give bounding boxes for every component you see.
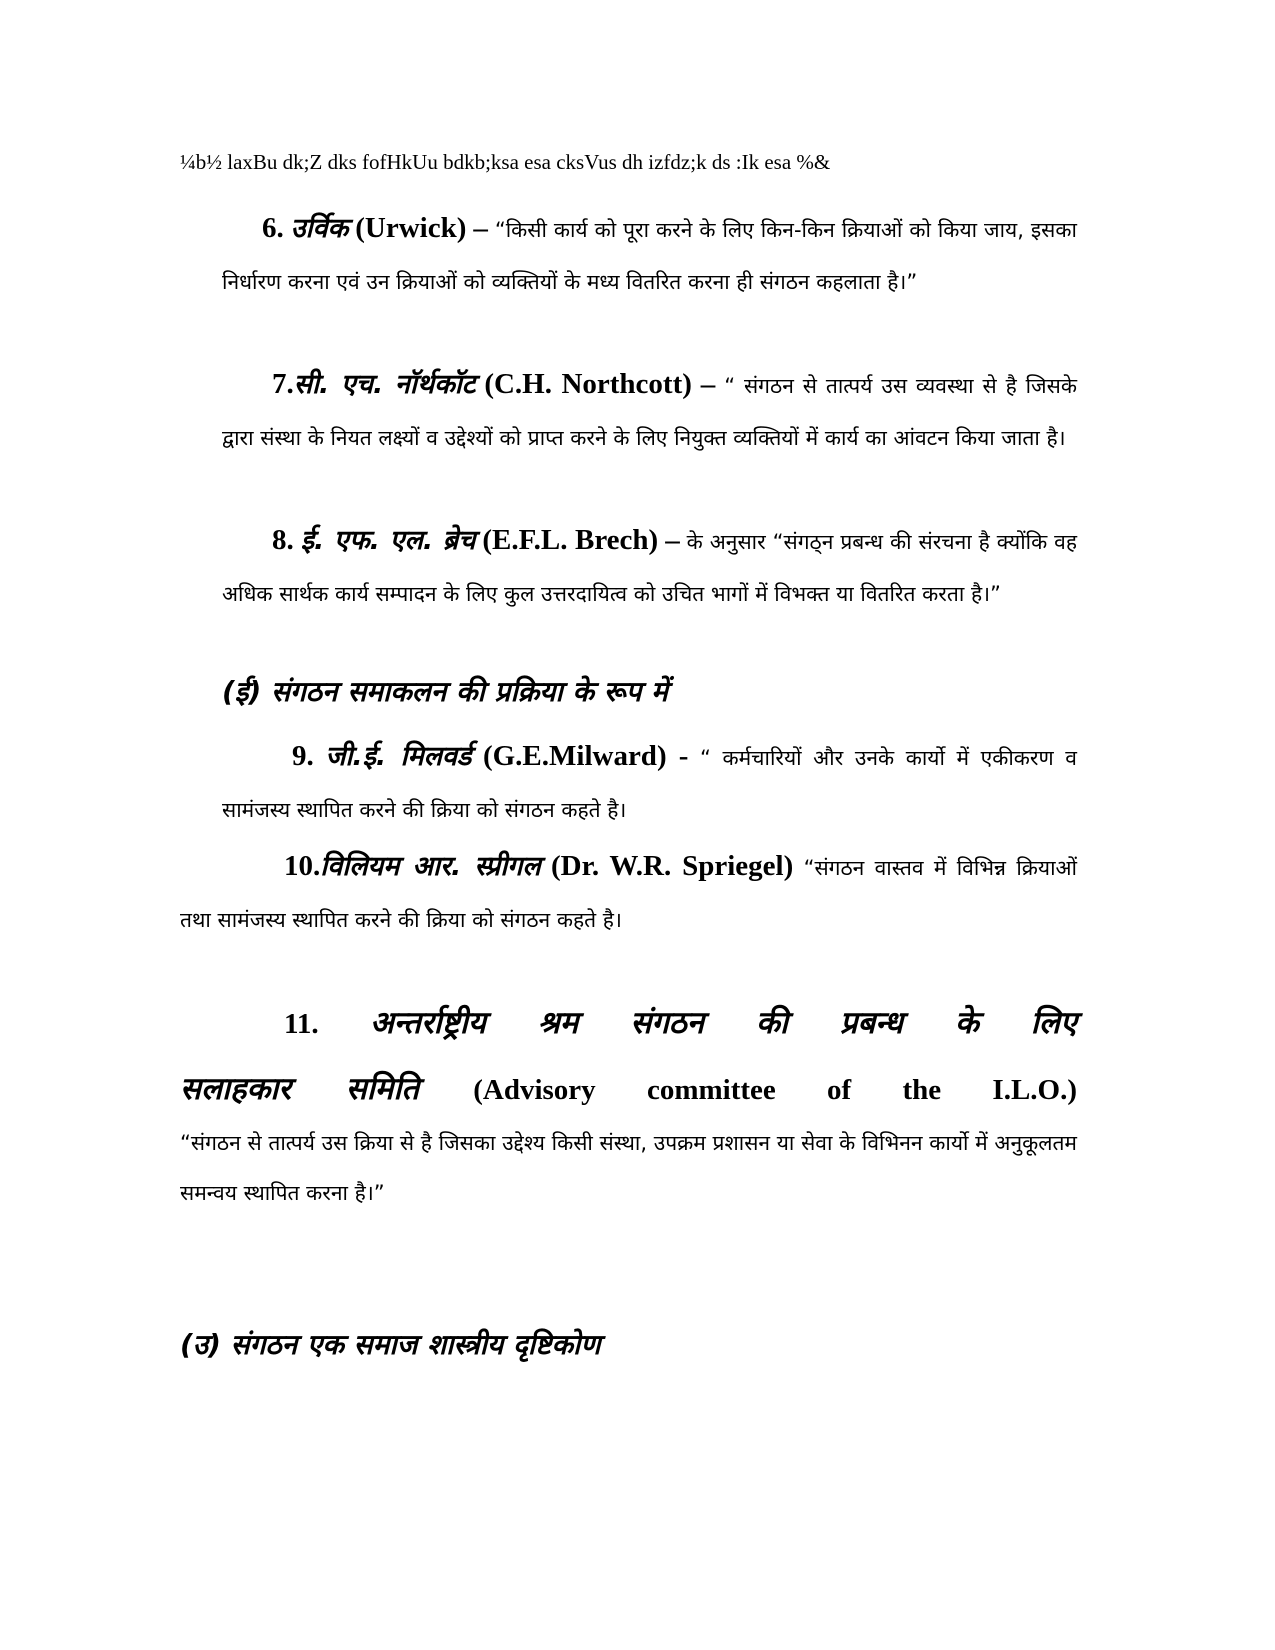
definition-ilo: “संगठन से तात्पर्य उस क्रिया से है जिसका उद्देश्य किसी संस्था, उपक्रम प्रशासन या सेवा के विभिनन कार्यो में अनुकूलतम समन्वय स्थापित करना है।” <box>180 1131 1077 1205</box>
garbled-header-text: ¼b½ laxBu dk;Z dks fofHkUu bdkb;ksa esa cksVus dh izfdz;k ds :Ik esa %& <box>180 150 831 174</box>
dash: – <box>700 368 716 400</box>
item-number: 9. <box>292 740 314 772</box>
author-english-name: (Urwick) <box>355 212 467 244</box>
author-hindi-name-line2: सलाहकार समिति <box>180 1071 420 1107</box>
definition-text: “किसी कार्य को पूरा करने के लिए किन-किन क्रियाओं को किया जाय, इसका निर्धारण करना एवं उन क्रियाओं को व्यक्तियों के मध्य वितरित करना ही संगठन कहलाता है।” <box>222 218 1077 294</box>
item-number: 7. <box>272 368 294 400</box>
dash: – <box>665 524 680 556</box>
ilo-heading <box>180 990 1077 1122</box>
author-hindi-name: सी. एच. नॉर्थकॉट <box>293 369 476 400</box>
definition-milward <box>222 730 1077 836</box>
definition-text: “संगठन वास्तव में विभिन्न क्रियाओं तथा सामंजस्य स्थापित करने की क्रिया को संगठन कहते है। <box>180 856 1077 932</box>
author-english-name: (G.E.Milward) - <box>482 740 689 772</box>
definition-northcott <box>222 358 1077 464</box>
definition-brech <box>222 514 1077 620</box>
section-heading-u: (उ) संगठन एक समाज शास्त्रीय दृष्टिकोण <box>180 1328 601 1361</box>
author-english-name: (C.H. Northcott) <box>484 368 692 400</box>
author-english-name: (Dr. W.R. Spriegel) <box>551 850 794 882</box>
dash: – <box>473 212 488 244</box>
author-english-name: (E.F.L. Brech) <box>482 524 659 556</box>
author-english-name: (Advisory committee of the I.L.O.) <box>473 1074 1077 1106</box>
item-number: 10. <box>284 850 321 882</box>
definition-text: के अनुसार “संगठ्न प्रबन्ध की संरचना है क्योंकि वह अधिक सार्थक कार्य सम्पादन के लिए कुल उत्तरदायित्व को उचित भागों में विभक्त या वितरित करता है।” <box>222 530 1077 606</box>
item-number: 8. <box>272 524 294 556</box>
author-hindi-name-line1: अन्तर्राष्ट्रीय श्रम संगठन की प्रबन्ध के लिए <box>370 1005 1077 1041</box>
item-number: 6. <box>262 212 284 244</box>
section-heading-e: (ई) संगठन समाकलन की प्रक्रिया के रूप में <box>222 675 668 708</box>
definition-text: “ संगठन से तात्पर्य उस व्यवस्था से है जिसके द्वारा संस्था के नियत लक्ष्यों व उद्देश्यों को प्राप्त करने के लिए नियुक्त व्यक्तियों में कार्य का आंवटन किया जाता है। <box>222 374 1077 450</box>
definition-text: “ कर्मचारियों और उनके कार्यो में एकीकरण व सामंजस्य स्थापित करने की क्रिया को संगठन कहते है। <box>222 746 1077 822</box>
author-hindi-name: जी.ई. मिलवर्ड <box>325 741 472 772</box>
ilo-heading-line1 <box>180 990 1077 1056</box>
author-hindi-name: ई. एफ. एल. ब्रेच <box>300 525 476 556</box>
author-hindi-name: विलियम आर. स्प्रीगल <box>320 851 541 882</box>
item-number: 11. <box>284 1008 319 1040</box>
definition-spriegel <box>180 840 1077 946</box>
author-hindi-name: उर्विक <box>290 213 349 244</box>
ilo-heading-line2 <box>180 1056 1077 1122</box>
definition-urwick <box>222 202 1077 308</box>
